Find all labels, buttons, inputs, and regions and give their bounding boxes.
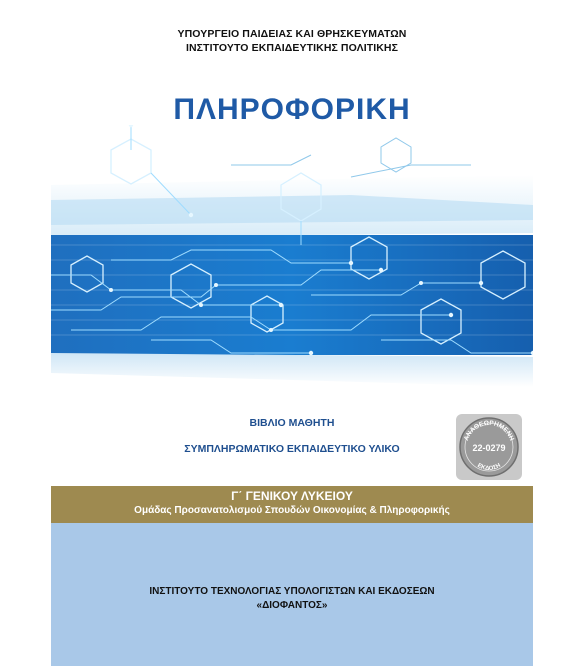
publisher-brand: «ΔΙΟΦΑΝΤΟΣ» [256, 600, 328, 611]
revised-edition-seal [456, 414, 522, 480]
lower-light-band [51, 353, 533, 387]
seal-bottom-text: ΕΚΔΟΣΗ [476, 462, 502, 473]
seal-top-text: ΑΝΑΘΕΩΡΗΜΕΝΗ [463, 419, 515, 442]
book-title: ΠΛΗΡΟΦΟΡΙΚΗ [173, 93, 411, 126]
grade-bar [51, 486, 533, 523]
ministry-name: ΥΠΟΥΡΓΕΙΟ ΠΑΙΔΕΙΑΣ ΚΑΙ ΘΡΗΣΚΕΥΜΑΤΩΝ [177, 28, 407, 40]
supplementary-material-label: ΣΥΜΠΛΗΡΩΜΑΤΙΚΟ ΕΚΠΑΙΔΕΥΤΙΚΟ ΥΛΙΚΟ [184, 443, 400, 455]
student-book-label: ΒΙΒΛΙΟ ΜΑΘΗΤΗ [249, 417, 335, 429]
seal-code: 22-0279 [472, 443, 506, 453]
orientation-group: Ομάδας Προσανατολισμού Σπουδών Οικονομίας & Πληροφορικής [134, 505, 450, 516]
book-cover [51, 0, 533, 666]
upper-traces [231, 138, 471, 177]
institute-name: ΙΝΣΤΙΤΟΥΤΟ ΕΚΠΑΙΔΕΥΤΙΚΗΣ ΠΟΛΙΤΙΚΗΣ [185, 42, 399, 54]
publisher-name: ΙΝΣΤΙΤΟΥΤΟ ΤΕΧΝΟΛΟΓΙΑΣ ΥΠΟΛΟΓΙΣΤΩΝ ΚΑΙ ΕΚΔΟΣΕΩΝ [149, 586, 435, 597]
grade-class: Γ΄ ΓΕΝΙΚΟΥ ΛΥΚΕΙΟΥ [231, 489, 353, 503]
main-blue-band [51, 235, 533, 355]
circuit-banner [51, 125, 533, 390]
